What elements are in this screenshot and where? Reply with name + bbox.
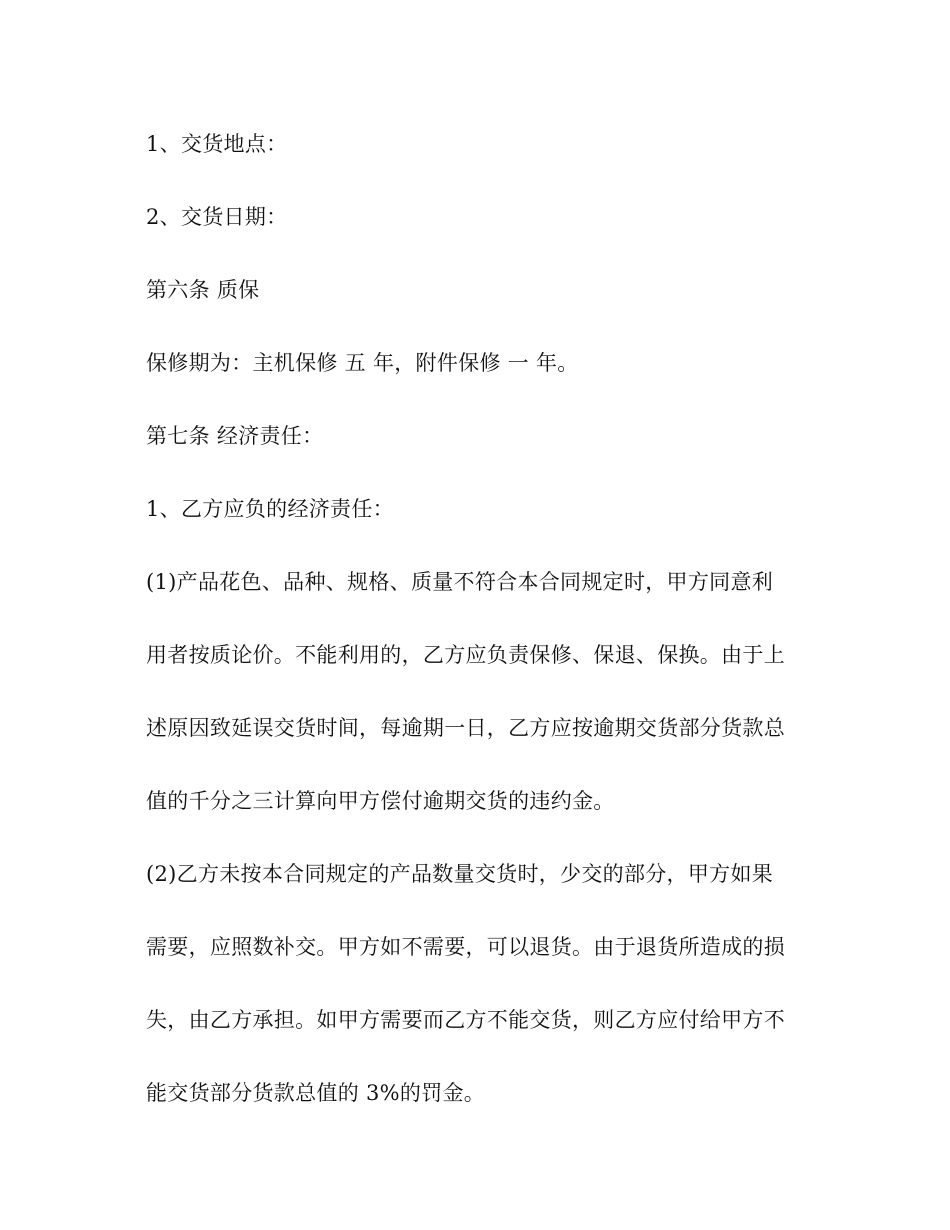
warranty-period-line: 保修期为：主机保修 五 年，附件保修 一 年。 (146, 351, 579, 375)
clause-1-line-1: (1)产品花色、品种、规格、质量不符合本合同规定时，甲方同意利 (146, 570, 774, 594)
clause-2-line-3: 失，由乙方承担。如甲方需要而乙方不能交货，则乙方应付给甲方不 (146, 1008, 785, 1032)
clause-1-line-3: 述原因致延误交货时间，每逾期一日，乙方应按逾期交货部分货款总 (146, 716, 785, 740)
party-b-liability-heading: 1、乙方应负的经济责任： (146, 497, 394, 521)
delivery-location-line: 1、交货地点： (146, 132, 288, 156)
clause-2-line-4: 能交货部分货款总值的 3%的罚金。 (146, 1081, 486, 1105)
clause-1-line-2: 用者按质论价。不能利用的，乙方应负责保修、保退、保换。由于上 (146, 643, 785, 667)
clause-1-line-4: 值的千分之三计算向甲方偿付逾期交货的违约金。 (146, 789, 615, 813)
article-seven-heading: 第七条 经济责任： (146, 424, 324, 448)
delivery-date-line: 2、交货日期： (146, 205, 288, 229)
article-six-heading: 第六条 质保 (146, 278, 260, 302)
clause-2-line-1: (2)乙方未按本合同规定的产品数量交货时，少交的部分，甲方如果 (146, 862, 774, 886)
clause-2-line-2: 需要，应照数补交。甲方如不需要，可以退货。由于退货所造成的损 (146, 935, 785, 959)
